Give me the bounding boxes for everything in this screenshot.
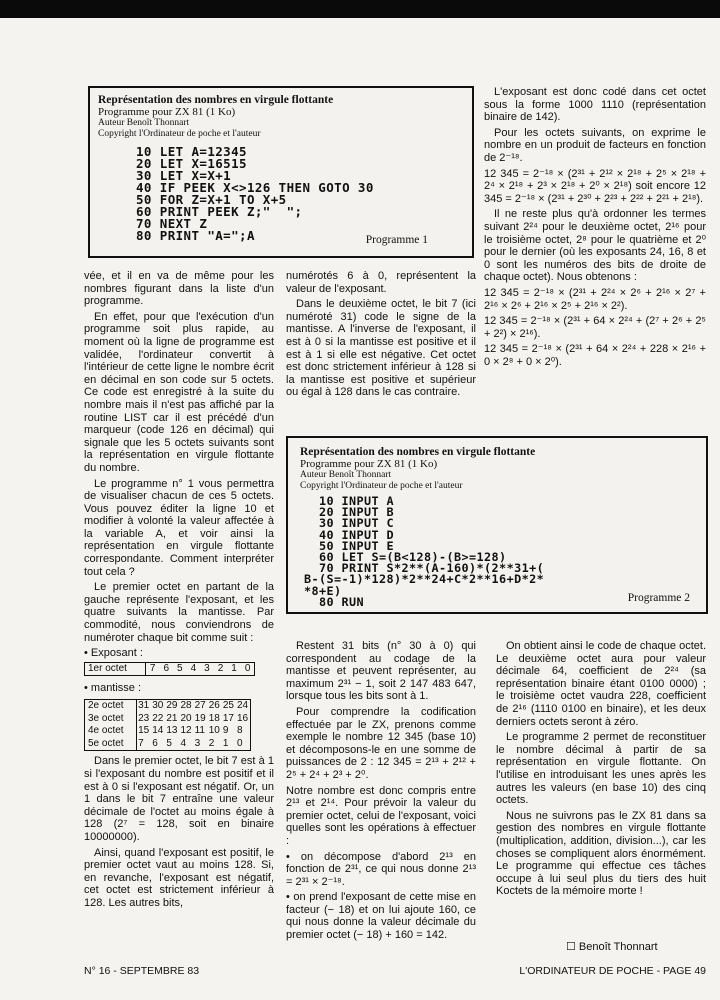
exponent-bit-table [84, 662, 255, 677]
bit-number: 3 [194, 737, 201, 749]
bit-number: 5 [177, 662, 183, 674]
program-1-title: Représentation des nombres en virgule flottante [98, 94, 334, 106]
table-row [85, 738, 251, 751]
mantisse-label: • mantisse : [84, 682, 142, 695]
program-2-box [286, 436, 708, 614]
bit-number: 6 [163, 662, 170, 674]
paragraph: Pour comprendre la codification effectuée par le ZX, prenons comme exemple le nombre 12 345 (base 10) et décomposons-le en une somme de puissances de 2 : 12 345 = 2¹³ + 2¹² + 2⁵ + 2⁴ + 2³ + 2⁰. [286, 705, 476, 781]
bit-number: 18 [208, 712, 220, 724]
table-row [85, 725, 251, 738]
bullet-item: • on prend l'exposant de cette mise en facteur (− 18) et on lui ajoute 160, ce qui nous donne la valeur décimale du premier octet (− 18) + 160 = 142. [286, 891, 476, 942]
bit-number: 9 [222, 725, 229, 737]
octet-label: 4e octet [85, 725, 137, 738]
bit-number: 26 [208, 700, 220, 711]
bit-number: 1 [231, 662, 237, 674]
bit-number: 1 [222, 737, 229, 749]
bit-number: 3 [204, 662, 210, 674]
bit-number: 13 [166, 725, 178, 737]
program-1-copyright: Copyright l'Ordinateur de poche et l'auteur [98, 129, 261, 139]
paragraph: Dans le premier octet, le bit 7 est à 1 si l'exposant du nombre est positif et il est à 0 si l'exposant est négatif. Or, un 1 dans le bit 7 entraîne une valeur décimale de l'octet au moins égale à 128 (2⁷ = 128, soit en binaire 10000000). [84, 755, 274, 843]
bit-number: 7 [138, 737, 144, 749]
octet-label: 3e octet [85, 713, 137, 726]
bit-number: 27 [194, 700, 206, 711]
column-left [84, 270, 274, 913]
paragraph: Restent 31 bits (n° 30 à 0) qui correspondent au codage de la mantisse et peuvent représenter, au maximum 2³¹ − 1, soit 2 147 483 647, lorsque tous les bits sont à 1. [286, 640, 476, 703]
bit-number: 5 [166, 737, 172, 749]
octet-label: 1er octet [85, 662, 146, 676]
bit-number: 7 [149, 662, 156, 674]
program-1-code: 10 LET A=12345 20 LET X=16515 30 LET X=X+1 40 IF PEEK X<>126 THEN GOTO 30 50 FOR Z=X+1 TO X+5 60 PRINT PEEK Z;" "; 70 NEXT Z 80 PRINT "A=";A [136, 144, 374, 243]
top-black-band [0, 0, 720, 18]
bit-number: 0 [236, 737, 243, 749]
table-row [85, 700, 251, 713]
paragraph: numérotés 6 à 0, représentent la valeur de l'exposant. [286, 270, 476, 295]
bit-number: 0 [244, 662, 251, 674]
column-right-bottom [496, 640, 706, 901]
bit-number: 17 [222, 712, 234, 724]
paragraph: Il ne reste plus qu'à ordonner les termes suivant 2²⁴ pour le deuxième octet, 2¹⁶ pour le troisième octet, 2⁸ pour le quatrième et 2⁰ pour le dernier (où les exposants 24, 16, 8 et 0 sont les numéros des bits de droite de chaque octet). Nous obtenons : [484, 208, 706, 284]
column-middle-top [286, 270, 476, 402]
bit-number: 12 [180, 725, 192, 737]
bit-number: 16 [236, 712, 249, 724]
paragraph: Pour les octets suivants, on exprime le nombre en un produit de facteurs en fonction de 2⁻¹⁸. [484, 126, 706, 164]
paragraph: Ainsi, quand l'exposant est positif, le premier octet vaut au moins 128. Si, en revanche, l'exposant est négatif, cet octet est strictement inférieur à 128. Les autres bits, [84, 846, 274, 909]
bit-number: 2 [208, 737, 215, 749]
paragraph: Dans le deuxième octet, le bit 7 (ici numéroté 31) code le signe de la mantisse. A l'inverse de l'exposant, il est à 0 si la mantisse est positive et il est à 1 si elle est négative. Cet octet est donc strictement inférieur à 128 si la mantisse est positive et supérieur ou égal à 128 dans le cas contraire. [286, 298, 476, 399]
bit-number: 31 [138, 700, 150, 711]
formula: 12 345 = 2⁻¹⁸ × (2³¹ + 64 × 2²⁴ + 228 × 2¹⁶ + 0 × 2⁸ + 0 × 2⁰). [484, 343, 706, 368]
program-1-label: Programme 1 [365, 234, 428, 246]
bit-number: 19 [194, 712, 206, 724]
paragraph: On obtient ainsi le code de chaque octet. Le deuxième octet aura pour valeur décimale 64, coefficient de 2²⁴ (sa représentation binaire étant 0100 0000) ; le troisième octet vaudra 228, coefficient de 2¹⁶ (1110 0100 en binaire), et les deux derniers octets seront à zéro. [496, 640, 706, 728]
bit-number: 30 [152, 700, 164, 711]
bit-number: 4 [190, 662, 197, 674]
program-1-author: Auteur Benoît Thonnart [98, 118, 190, 128]
bit-number: 4 [180, 737, 187, 749]
program-2-code: 10 INPUT A 20 INPUT B 30 INPUT C 40 INPUT D 50 INPUT E 60 LET S=(B<128)-(B>=128) 70 PRINT S*2**(A-160)*(2**31+( B-(S=-1)*128)*2**24+C*2**16+D*2* *8+E) 80 RUN [304, 494, 545, 609]
paragraph: L'exposant est donc codé dans cet octet sous la forme 1000 1110 (représentation binaire de 142). [484, 86, 706, 124]
footer-page: L'ORDINATEUR DE POCHE - PAGE 49 [519, 965, 706, 977]
paragraph: En effet, pour que l'exécution d'un programme soit plus rapide, au moment où la ligne de programme est validée, l'ordinateur convertit à l'intérieur de cette ligne le nombre écrit en décimal en son code sur 5 octets. Ce code est enregistré à la suite du nombre mais il n'est pas affiché par la routine LIST car il est précédé d'un marqueur (code 126 en décimal) qui signale que les 5 octets suivants sont la représentation en virgule flottante du nombre. [84, 310, 274, 474]
program-2-subtitle: Programme pour ZX 81 (1 Ko) [300, 458, 438, 470]
bit-number: 10 [208, 725, 220, 737]
bit-number: 2 [217, 662, 224, 674]
bit-number: 20 [180, 712, 192, 724]
program-1-subtitle: Programme pour ZX 81 (1 Ko) [98, 106, 236, 118]
author-signature: ☐ Benoît Thonnart [566, 941, 658, 953]
paragraph: vée, et il en va de même pour les nombres figurant dans la liste d'un programme. [84, 270, 274, 308]
bullet-item: • on décompose d'abord 2¹³ en fonction de 2³¹, ce qui nous donne 2¹³ = 2³¹ × 2⁻¹⁸. [286, 850, 476, 888]
formula: 12 345 = 2⁻¹⁸ × (2³¹ + 64 × 2²⁴ + (2⁷ + 2⁶ + 2⁵ + 2²) × 2¹⁶). [484, 315, 706, 340]
table-row [85, 713, 251, 726]
formula: 12 345 = 2⁻¹⁸ × (2³¹ + 2¹² × 2¹⁸ + 2⁵ × 2¹⁸ + 2⁴ × 2¹⁸ + 2³ × 2¹⁸ + 2⁰ × 2¹⁸) soit encore 12 345 = 2⁻¹⁸ × (2³¹ + 2³⁰ + 2²³ + 2²² + 2²¹ + 2¹⁸). [484, 167, 706, 205]
mantissa-bit-table [84, 699, 251, 751]
paragraph: Le programme 2 permet de reconstituer le nombre décimal à partir de sa représentation en virgule flottante. On l'utilise en introduisant les unes après les autres les valeurs (en base 10) des cinq octets. [496, 731, 706, 807]
footer-issue: N° 16 - SEPTEMBRE 83 [84, 965, 200, 977]
column-right-top [484, 86, 706, 371]
paragraph: Notre nombre est donc compris entre 2¹³ et 2¹⁴. Pour prévoir la valeur du premier octet, celui de l'exposant, voici quelles sont les opérations à effectuer : [286, 784, 476, 847]
program-1-box [88, 86, 474, 258]
formula: 12 345 = 2⁻¹⁸ × (2³¹ + 2²⁴ × 2⁶ + 2¹⁶ × 2⁷ + 2¹⁶ × 2⁶ + 2¹⁶ × 2⁵ + 2¹⁶ × 2²). [484, 286, 706, 312]
program-2-copyright: Copyright l'Ordinateur de poche et l'auteur [300, 481, 463, 491]
bit-number: 29 [166, 700, 178, 711]
bit-number: 22 [152, 712, 164, 724]
octet-label: 2e octet [85, 700, 137, 713]
program-2-author: Auteur Benoît Thonnart [300, 470, 392, 480]
program-2-label: Programme 2 [627, 592, 690, 604]
bit-number: 23 [138, 712, 150, 724]
bit-number: 25 [222, 700, 234, 711]
bit-number: 6 [152, 737, 158, 749]
column-middle-bottom [286, 640, 476, 945]
bit-number: 15 [138, 725, 150, 737]
exposant-label: • Exposant : [84, 647, 143, 660]
bit-number: 11 [194, 725, 205, 737]
bit-number: 24 [236, 700, 249, 711]
paragraph: Le premier octet en partant de la gauche représente l'exposant, et les quatre suivants la mantisse. Par commodité, nous conviendrons de numéroter chaque bit comme suit : [84, 581, 274, 644]
paragraph: Nous ne suivrons pas le ZX 81 dans sa gestion des nombres en virgule flottante (multiplication, addition, division...), car les choses se compliquent alors énormément. Le programme qui effectue ces tâches occupe à lui seul plus du tiers des huit Koctets de la mémoire morte ! [496, 809, 706, 898]
bit-number: 14 [152, 725, 164, 737]
bit-number: 21 [166, 712, 178, 724]
paragraph: Le programme n° 1 vous permettra de visualiser chacun de ces 5 octets. Vous pouvez éditer la ligne 10 et modifier à volonté la valeur affectée à la variable A, et voir ainsi la représentation en virgule flottante correspondante. Comment interpréter tout cela ? [84, 477, 274, 578]
bit-number: 28 [180, 700, 192, 711]
octet-label: 5e octet [85, 738, 137, 751]
bit-number: 8 [236, 725, 243, 737]
program-2-title: Représentation des nombres en virgule flottante [300, 446, 536, 458]
